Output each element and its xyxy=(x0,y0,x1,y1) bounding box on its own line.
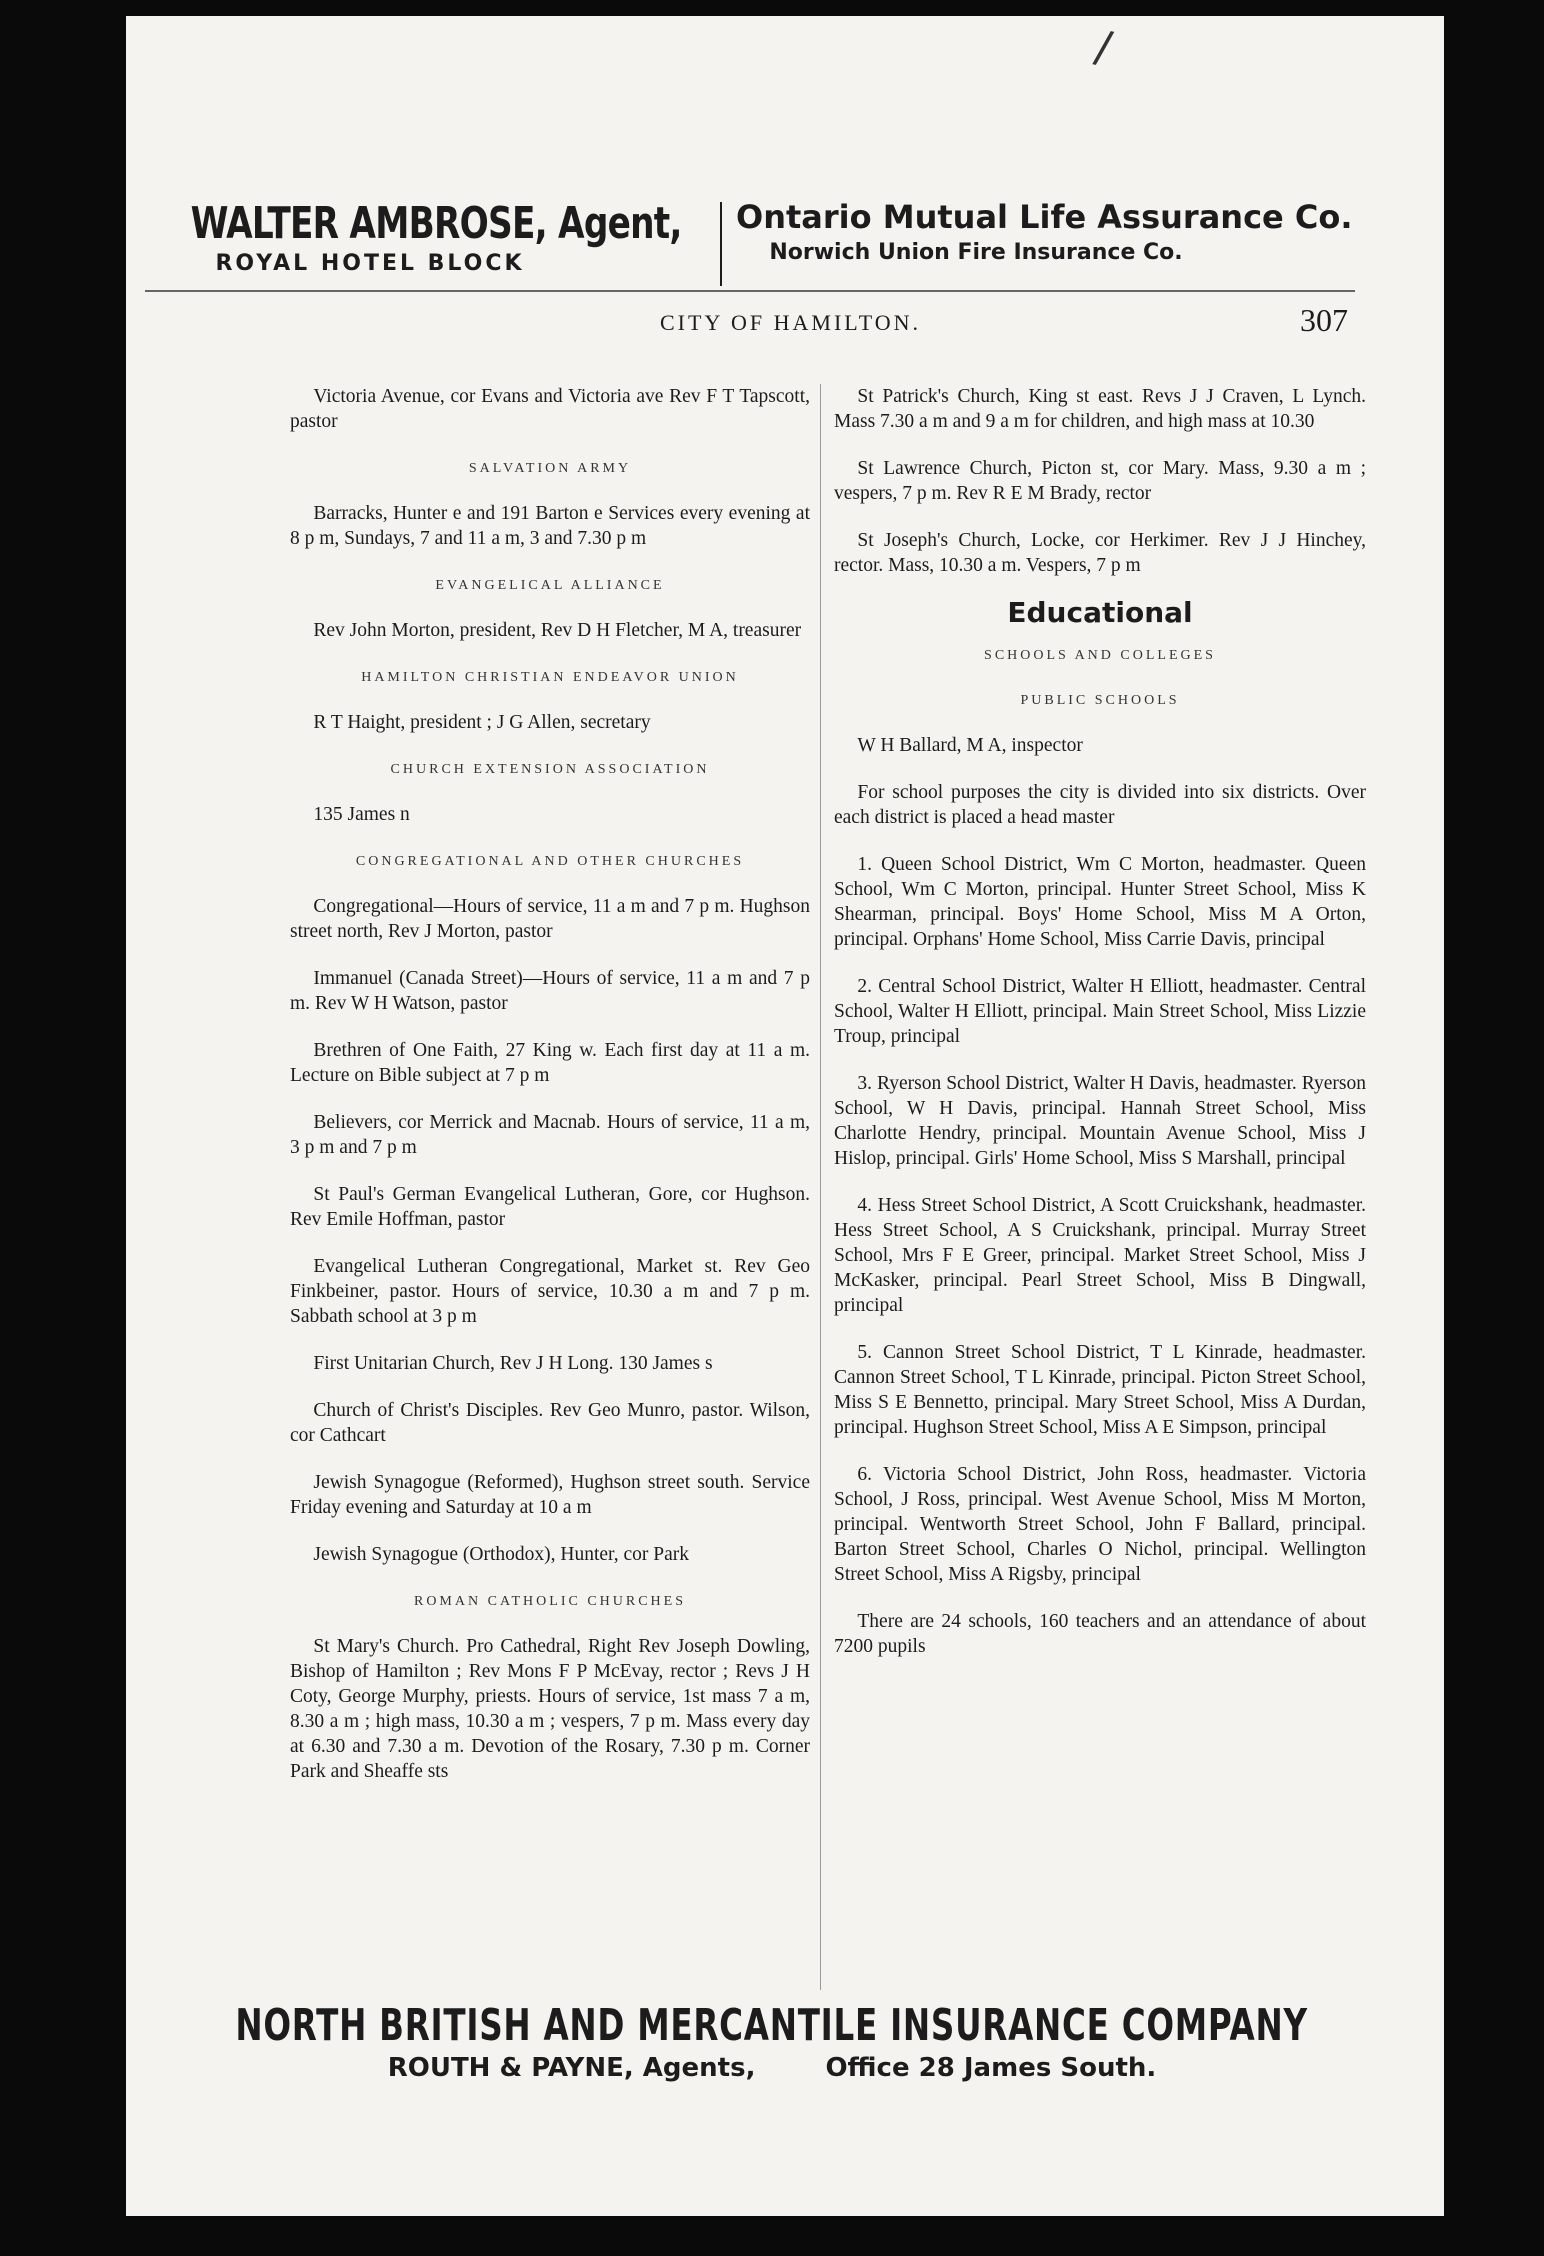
pencil-mark: / xyxy=(1090,21,1116,74)
directory-entry: 4. Hess Street School District, A Scott Cruickshank, headmaster. Hess Street School, A S Cruickshank, principal. Murray Street School, Mrs F E Greer, principal. Market Street School, Miss J McKasker, principal. Pearl Street School, Miss B Dingwall, principal xyxy=(834,1195,1366,1316)
agent-address: ROYAL HOTEL BLOCK xyxy=(215,251,525,276)
directory-entry: St Paul's German Evangelical Lutheran, Gore, cor Hughson. Rev Emile Hoffman, pastor xyxy=(290,1184,810,1230)
section-heading: HAMILTON CHRISTIAN ENDEAVOR UNION xyxy=(361,670,739,685)
directory-entry: Congregational—Hours of service, 11 a m and 7 p m. Hughson street north, Rev J Morton, pastor xyxy=(290,896,810,942)
footer-company: NORTH BRITISH AND MERCANTILE INSURANCE COMPANY xyxy=(235,2000,1309,2051)
directory-entry: Jewish Synagogue (Reformed), Hughson street south. Service Friday evening and Saturday at 10 a m xyxy=(290,1472,810,1518)
directory-entry: Jewish Synagogue (Orthodox), Hunter, cor Park xyxy=(313,1544,689,1565)
footer-office: Office 28 James South. xyxy=(825,2053,1157,2083)
directory-entry: Church of Christ's Disciples. Rev Geo Munro, pastor. Wilson, cor Cathcart xyxy=(290,1400,810,1446)
directory-entry: Victoria Avenue, cor Evans and Victoria ave Rev F T Tapscott, pastor xyxy=(290,386,810,432)
directory-entry: First Unitarian Church, Rev J H Long. 130 James s xyxy=(313,1353,713,1374)
company-name-secondary: Norwich Union Fire Insurance Co. xyxy=(769,240,1183,265)
column-divider xyxy=(820,384,821,1990)
page-number: 307 xyxy=(1300,302,1348,338)
footer-agents: ROUTH & PAYNE, Agents, xyxy=(387,2053,756,2083)
directory-entry: For school purposes the city is divided into six districts. Over each district is placed a head master xyxy=(834,782,1366,828)
directory-entry: 3. Ryerson School District, Walter H Davis, headmaster. Ryerson School, W H Davis, principal. Hannah Street School, Miss Charlotte Hendry, principal. Mountain Avenue School, Miss J Hislop, principal. Girls' Home School, Miss S Marshall, principal xyxy=(834,1073,1366,1169)
major-heading: Educational xyxy=(1007,596,1193,629)
directory-entry: 6. Victoria School District, John Ross, headmaster. Victoria School, J Ross, principal. West Avenue School, Miss M Morton, principal. Wentworth Street School, John F Ballard, principal. Barton Street School, Charles O Nichol, principal. Wellington Street School, Miss A Rigsby, principal xyxy=(834,1464,1366,1585)
header-rule xyxy=(145,290,1355,292)
running-head xyxy=(0,302,1544,348)
company-name: Ontario Mutual Life Assurance Co. xyxy=(736,198,1353,236)
directory-entry: Believers, cor Merrick and Macnab. Hours of service, 11 a m, 3 p m and 7 p m xyxy=(290,1112,810,1158)
directory-entry: Barracks, Hunter e and 191 Barton e Services every evening at 8 p m, Sundays, 7 and 11 a m, 3 and 7.30 p m xyxy=(290,503,810,549)
footer-details xyxy=(0,2053,1544,2083)
header-divider xyxy=(720,202,722,286)
directory-entry: 2. Central School District, Walter H Elliott, headmaster. Central School, Walter H Elliott, principal. Main Street School, Miss Lizzie Troup, principal xyxy=(834,976,1366,1047)
directory-entry: 5. Cannon Street School District, T L Kinrade, headmaster. Cannon Street School, T L Kinrade, principal. Picton Street School, Miss S E Bennetto, principal. Mary Street School, Miss A Durdan, principal. Hughson Street School, Miss A E Simpson, principal xyxy=(834,1342,1366,1438)
agent-name: WALTER AMBROSE, Agent, xyxy=(190,198,682,249)
directory-entry: Immanuel (Canada Street)—Hours of service, 11 a m and 7 p m. Rev W H Watson, pastor xyxy=(290,968,810,1014)
section-heading: SALVATION ARMY xyxy=(468,461,632,476)
right-column xyxy=(834,384,1366,1681)
section-heading: PUBLIC SCHOOLS xyxy=(1020,693,1180,708)
page-header-advertisement xyxy=(140,180,1353,290)
left-column xyxy=(290,384,810,1806)
company-advertisement xyxy=(736,198,1353,265)
section-heading: CHURCH EXTENSION ASSOCIATION xyxy=(390,762,710,777)
directory-entry: 1. Queen School District, Wm C Morton, headmaster. Queen School, Wm C Morton, principal. Hunter Street School, Miss K Shearman, principal. Boys' Home School, Miss M A Orton, principal. Orphans' Home School, Miss Carrie Davis, principal xyxy=(834,854,1366,950)
section-heading: ROMAN CATHOLIC CHURCHES xyxy=(413,1594,687,1609)
directory-entry: Evangelical Lutheran Congregational, Market st. Rev Geo Finkbeiner, pastor. Hours of service, 10.30 a m and 7 p m. Sabbath school at 3 p m xyxy=(290,1256,810,1327)
directory-entry: St Patrick's Church, King st east. Revs J J Craven, L Lynch. Mass 7.30 a m and 9 a m for children, and high mass at 10.30 xyxy=(834,386,1366,432)
directory-entry: St Mary's Church. Pro Cathedral, Right Rev Joseph Dowling, Bishop of Hamilton ; Rev Mons F P McEvay, rector ; Revs J H Coty, George Murphy, priests. Hours of service, 1st mass 7 a m, 8.30 a m ; high mass, 10.30 a m ; vespers, 7 p m. Mass every day at 6.30 and 7.30 a m. Devotion of the Rosary, 7.30 p m. Corner Park and Sheaffe sts xyxy=(290,1636,810,1782)
page-footer-advertisement xyxy=(0,2000,1544,2083)
directory-entry: 135 James n xyxy=(313,804,410,825)
directory-entry: There are 24 schools, 160 teachers and an attendance of about 7200 pupils xyxy=(834,1611,1366,1657)
directory-entry: St Joseph's Church, Locke, cor Herkimer. Rev J J Hinchey, rector. Mass, 10.30 a m. Vespers, 7 p m xyxy=(834,530,1366,576)
section-heading: CONGREGATIONAL AND OTHER CHURCHES xyxy=(355,854,745,869)
agent-advertisement xyxy=(140,198,682,276)
section-heading: SCHOOLS AND COLLEGES xyxy=(984,648,1216,663)
running-title: CITY OF HAMILTON. xyxy=(660,310,922,335)
directory-entry: W H Ballard, M A, inspector xyxy=(857,735,1083,756)
directory-entry: R T Haight, president ; J G Allen, secretary xyxy=(313,712,651,733)
directory-entry: St Lawrence Church, Picton st, cor Mary. Mass, 9.30 a m ; vespers, 7 p m. Rev R E M Brady, rector xyxy=(834,458,1366,504)
section-heading: EVANGELICAL ALLIANCE xyxy=(435,578,665,593)
directory-entry: Rev John Morton, president, Rev D H Fletcher, M A, treasurer xyxy=(313,620,802,641)
directory-entry: Brethren of One Faith, 27 King w. Each first day at 11 a m. Lecture on Bible subject at 7 p m xyxy=(290,1040,810,1086)
